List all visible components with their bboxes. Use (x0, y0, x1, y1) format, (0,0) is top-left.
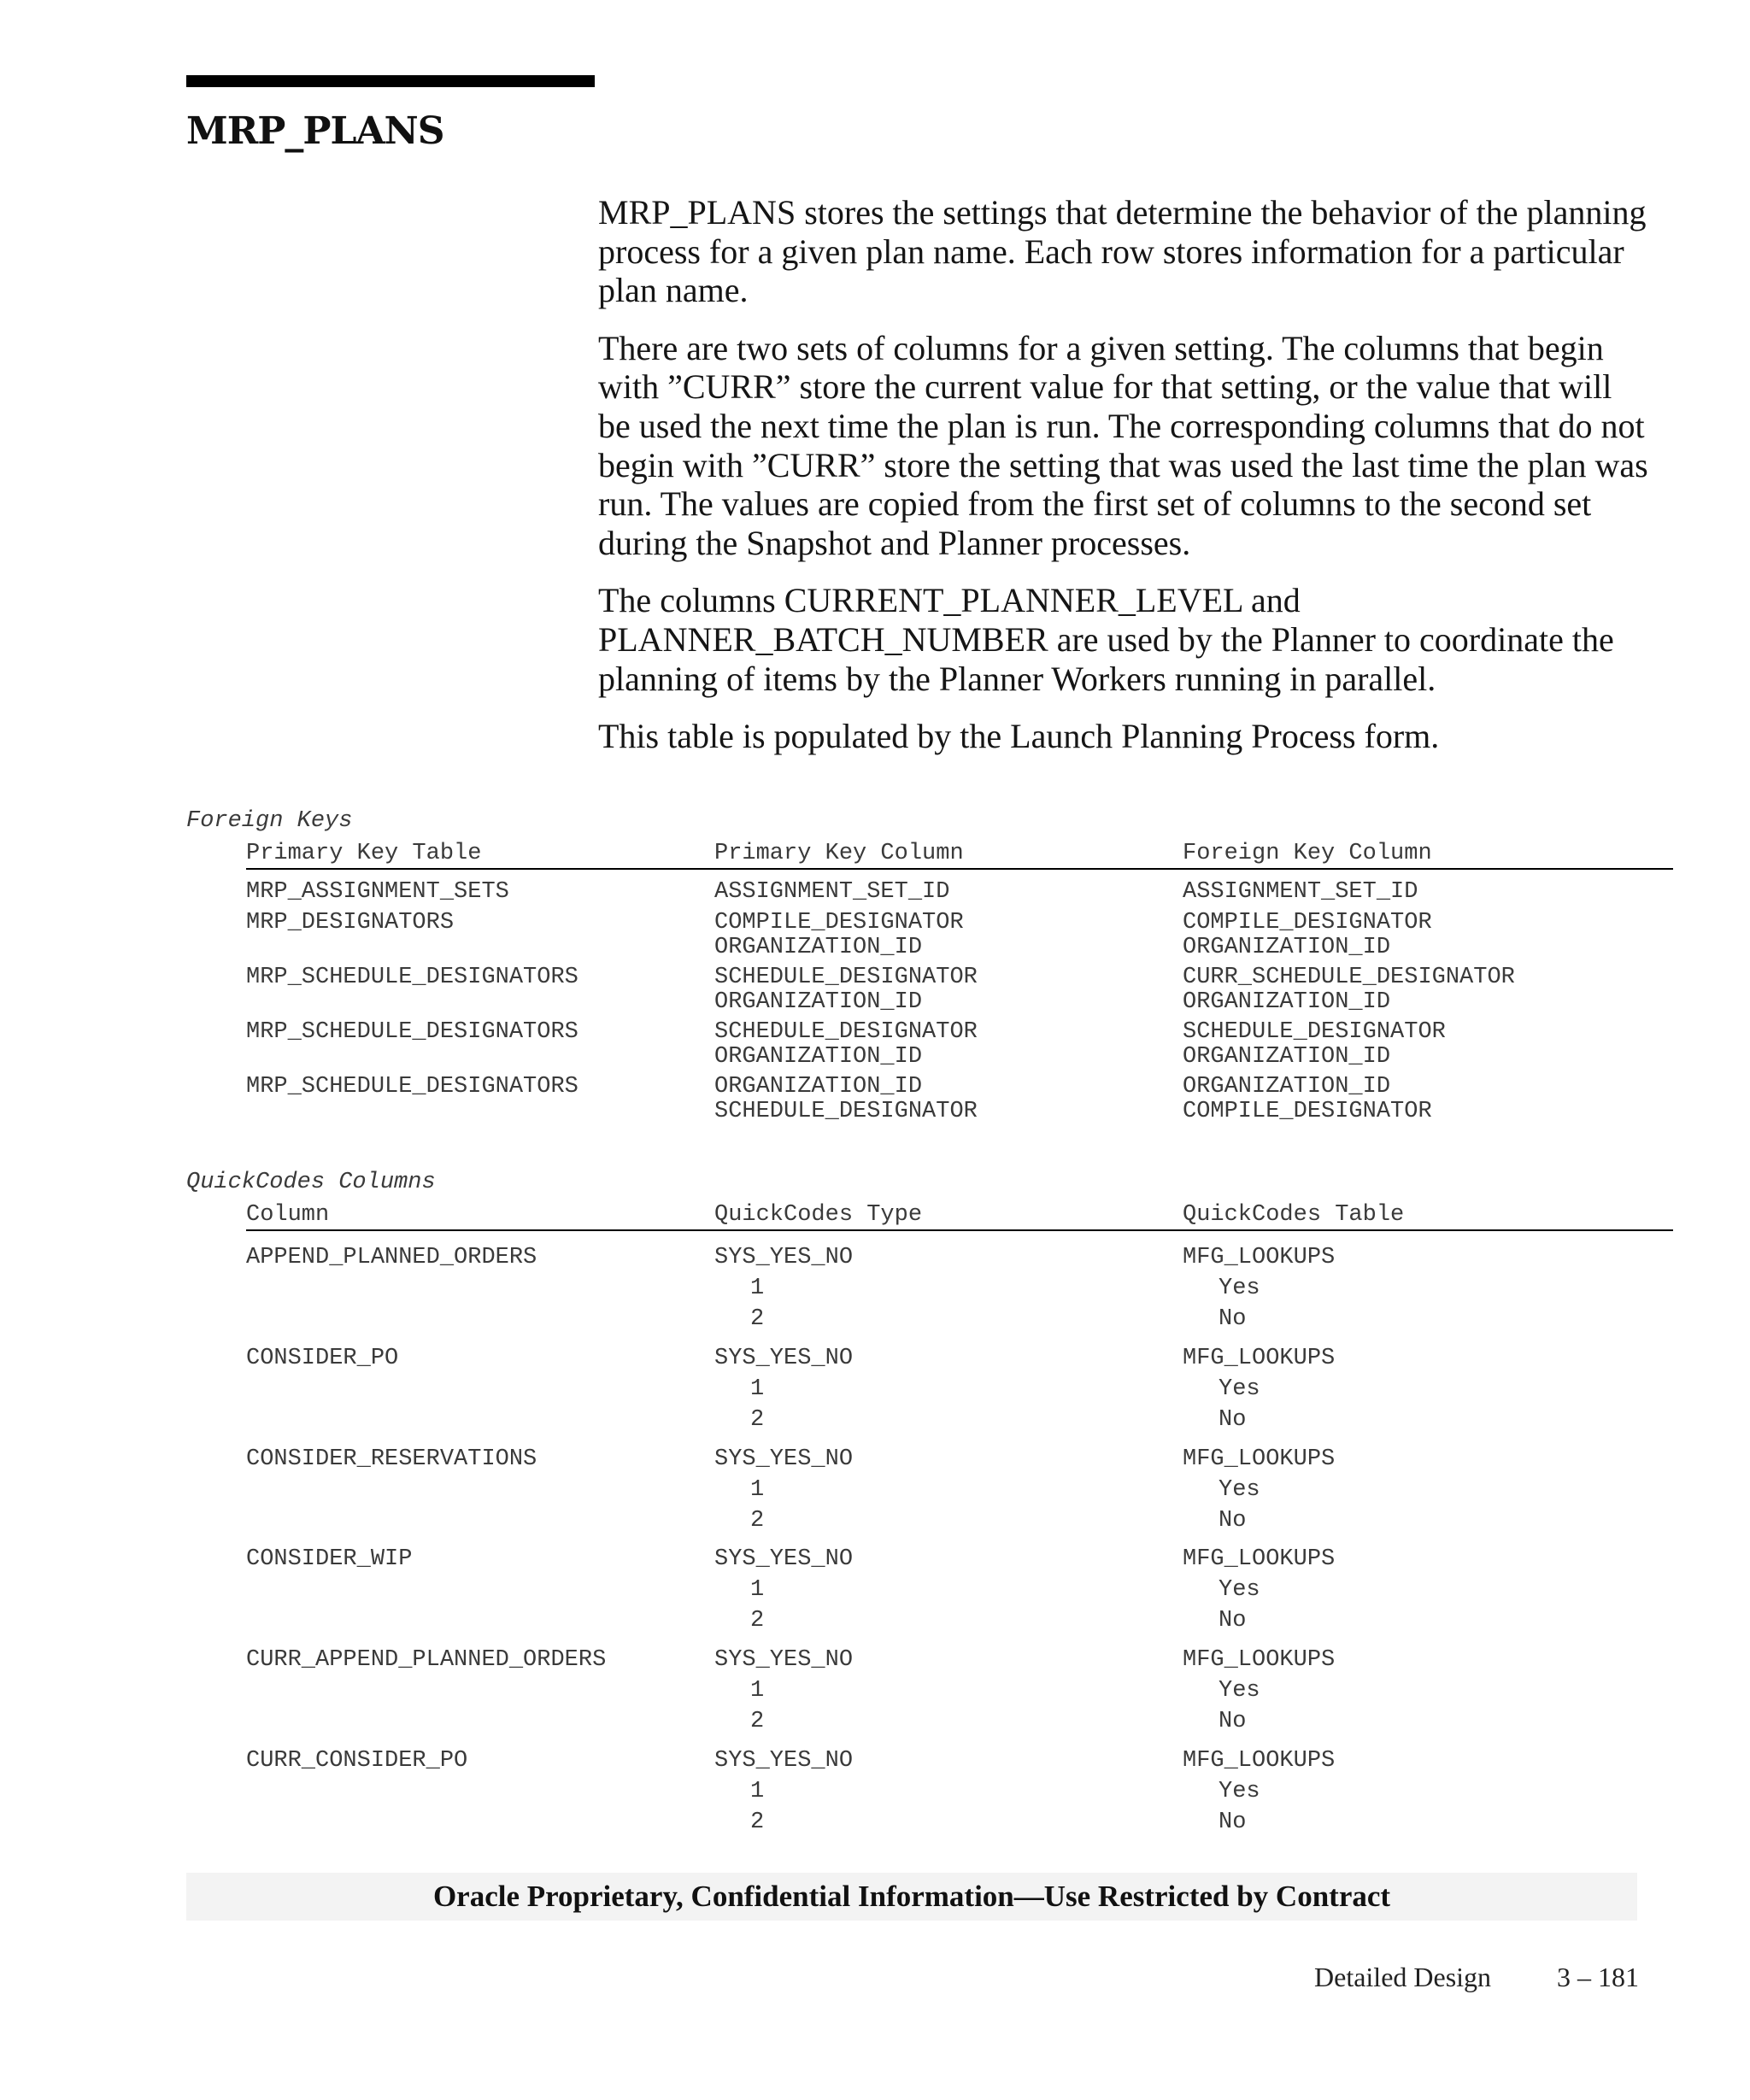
foreign-keys-label: Foreign Keys (186, 808, 353, 834)
lookup-code: 1 (750, 1678, 765, 1704)
primary-key-column: SCHEDULE_DESIGNATOR (714, 1098, 978, 1124)
primary-key-column: COMPILE_DESIGNATOR (714, 910, 964, 936)
foreign-key-column: COMPILE_DESIGNATOR (1183, 910, 1432, 936)
lookup-code: 1 (750, 1577, 765, 1603)
confidential-banner: Oracle Proprietary, Confidential Information––Use Restricted by Contract (186, 1873, 1637, 1921)
paragraph: MRP_PLANS stores the settings that determine the behavior of the planning process for a given plan name. Each row stores information for a particular plan name. (598, 193, 1647, 310)
primary-key-column: ORGANIZATION_ID (714, 1043, 923, 1070)
lookup-meaning: No (1219, 1508, 1247, 1534)
quickcodes-header (0, 1202, 1750, 1229)
header-rule (246, 1229, 1673, 1231)
lookup-code: 1 (750, 1376, 765, 1402)
lookup-meaning: No (1219, 1709, 1247, 1734)
quickcodes-type: SYS_YES_NO (714, 1546, 854, 1572)
paragraph: There are two sets of columns for a given setting. The columns that begin with ”CURR” store the current value for that setting, or the value that will be used the next time the plan is run. The corresponding columns that do not begin with ”CURR” store the setting that was used the last time the plan was run. The values are copied from the first set of columns to the second set during the Snapshot and Planner processes. (598, 328, 1648, 562)
header-primary-key-table: Primary Key Table (246, 841, 482, 866)
lookup-meaning: Yes (1219, 1376, 1260, 1402)
primary-key-column: ASSIGNMENT_SET_ID (714, 879, 950, 905)
quickcodes-column: APPEND_PLANNED_ORDERS (246, 1245, 537, 1270)
lookup-code: 2 (750, 1407, 765, 1433)
lookup-code: 1 (750, 1477, 765, 1503)
foreign-keys-header (0, 841, 1750, 868)
foreign-key-column: CURR_SCHEDULE_DESIGNATOR (1183, 965, 1515, 990)
foreign-key-column: ORGANIZATION_ID (1183, 934, 1391, 960)
primary-key-table: MRP_SCHEDULE_DESIGNATORS (246, 965, 578, 990)
quickcodes-type: SYS_YES_NO (714, 1647, 854, 1673)
primary-key-column: ORGANIZATION_ID (714, 934, 923, 960)
lookup-code: 1 (750, 1276, 765, 1301)
lookup-meaning: Yes (1219, 1678, 1260, 1704)
lookup-meaning: Yes (1219, 1577, 1260, 1603)
foreign-key-column: COMPILE_DESIGNATOR (1183, 1098, 1432, 1124)
title-rule (186, 75, 595, 87)
quickcodes-type: SYS_YES_NO (714, 1446, 854, 1472)
foreign-key-column: ASSIGNMENT_SET_ID (1183, 879, 1418, 905)
foreign-key-column: SCHEDULE_DESIGNATOR (1183, 1019, 1446, 1045)
quickcodes-column: CONSIDER_PO (246, 1346, 399, 1371)
quickcodes-column: CONSIDER_WIP (246, 1546, 413, 1572)
primary-key-table: MRP_DESIGNATORS (246, 910, 455, 936)
primary-key-table: MRP_SCHEDULE_DESIGNATORS (246, 1019, 578, 1045)
quickcodes-table: MFG_LOOKUPS (1183, 1446, 1336, 1472)
quickcodes-table: MFG_LOOKUPS (1183, 1546, 1336, 1572)
header-rule (246, 868, 1673, 870)
footer-section-name: Detailed Design (1314, 1962, 1492, 1992)
quickcodes-type: SYS_YES_NO (714, 1748, 854, 1774)
quickcodes-table: MFG_LOOKUPS (1183, 1245, 1336, 1270)
lookup-meaning: No (1219, 1407, 1247, 1433)
lookup-code: 2 (750, 1508, 765, 1534)
header-primary-key-column: Primary Key Column (714, 841, 964, 866)
primary-key-column: SCHEDULE_DESIGNATOR (714, 965, 978, 990)
quickcodes-type: SYS_YES_NO (714, 1245, 854, 1270)
lookup-code: 1 (750, 1779, 765, 1804)
page-number: 3 – 181 (1557, 1962, 1639, 1992)
lookup-meaning: No (1219, 1810, 1247, 1835)
primary-key-column: ORGANIZATION_ID (714, 1074, 923, 1100)
header-column: Column (246, 1202, 330, 1228)
foreign-key-column: ORGANIZATION_ID (1183, 988, 1391, 1015)
primary-key-table: MRP_ASSIGNMENT_SETS (246, 879, 509, 905)
quickcodes-table: MFG_LOOKUPS (1183, 1346, 1336, 1371)
primary-key-column: SCHEDULE_DESIGNATOR (714, 1019, 978, 1045)
primary-key-column: ORGANIZATION_ID (714, 988, 923, 1015)
quickcodes-table: MFG_LOOKUPS (1183, 1647, 1336, 1673)
quickcodes-label: QuickCodes Columns (186, 1170, 436, 1195)
intro-text (598, 193, 1649, 775)
page-title: MRP_PLANS (186, 109, 444, 153)
lookup-code: 2 (750, 1810, 765, 1835)
header-foreign-key-column: Foreign Key Column (1183, 841, 1432, 866)
header-quickcodes-table: QuickCodes Table (1183, 1202, 1405, 1228)
primary-key-table: MRP_SCHEDULE_DESIGNATORS (246, 1074, 578, 1100)
foreign-key-column: ORGANIZATION_ID (1183, 1074, 1391, 1100)
lookup-code: 2 (750, 1306, 765, 1332)
lookup-meaning: No (1219, 1608, 1247, 1634)
lookup-meaning: Yes (1219, 1477, 1260, 1503)
lookup-code: 2 (750, 1709, 765, 1734)
lookup-code: 2 (750, 1608, 765, 1634)
lookup-meaning: No (1219, 1306, 1247, 1332)
quickcodes-column: CURR_APPEND_PLANNED_ORDERS (246, 1647, 607, 1673)
lookup-meaning: Yes (1219, 1779, 1260, 1804)
paragraph: This table is populated by the Launch Planning Process form. (598, 717, 1440, 756)
quickcodes-column: CURR_CONSIDER_PO (246, 1748, 468, 1774)
quickcodes-column: CONSIDER_RESERVATIONS (246, 1446, 537, 1472)
lookup-meaning: Yes (1219, 1276, 1260, 1301)
paragraph: The columns CURRENT_PLANNER_LEVEL and PLANNER_BATCH_NUMBER are used by the Planner to coordinate the planning of items by the Planner Workers running in parallel. (598, 581, 1614, 698)
header-quickcodes-type: QuickCodes Type (714, 1202, 923, 1228)
quickcodes-type: SYS_YES_NO (714, 1346, 854, 1371)
foreign-key-column: ORGANIZATION_ID (1183, 1043, 1391, 1070)
quickcodes-table: MFG_LOOKUPS (1183, 1748, 1336, 1774)
